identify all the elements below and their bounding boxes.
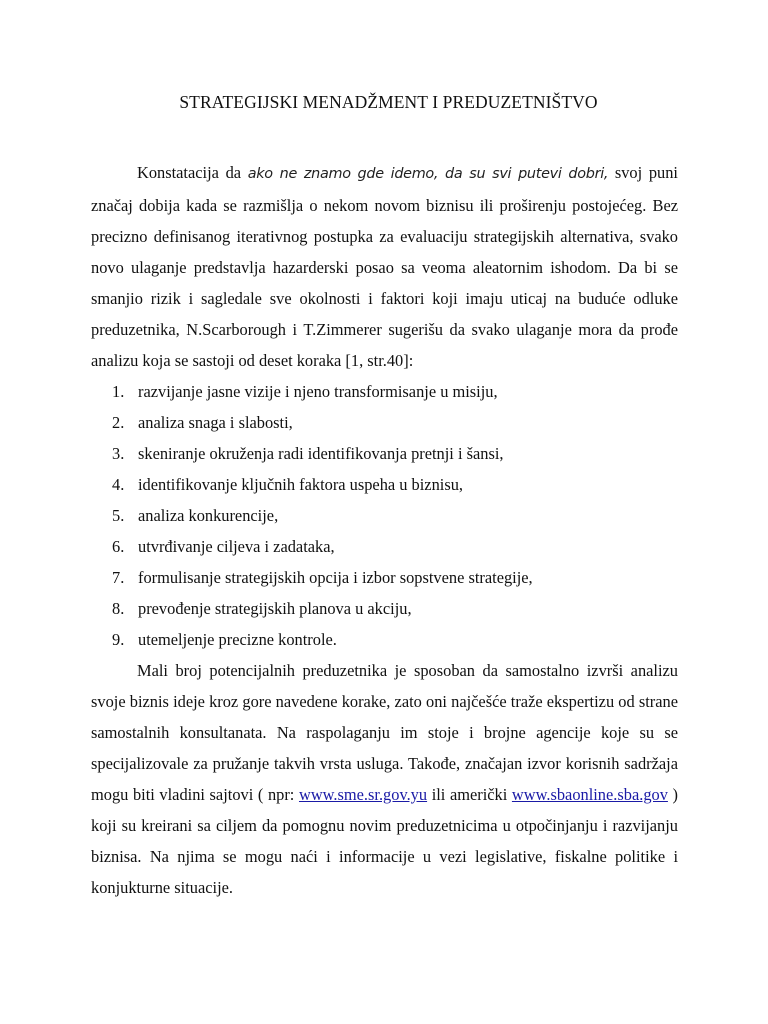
list-item-text: skeniranje okruženja radi identifikovanja pretnji i šansi, bbox=[138, 444, 504, 463]
sbaonline-link[interactable]: www.sbaonline.sba.gov bbox=[511, 785, 668, 804]
list-item-number: 5. bbox=[112, 506, 125, 525]
list-item-text: formulisanje strategijskih opcija i izbor sopstvene strategije, bbox=[138, 568, 533, 587]
list-item-number: 7. bbox=[112, 568, 125, 587]
list-item bbox=[112, 500, 678, 531]
intro-paragraph bbox=[91, 157, 678, 376]
intro-quote: ako ne znamo gde idemo, da su svi putevi dobri, bbox=[247, 166, 609, 182]
list-item-text: utvrđivanje ciljeva i zadataka, bbox=[138, 537, 335, 556]
document-title: STRATEGIJSKI MENADŽMENT I PREDUZETNIŠTVO bbox=[179, 92, 598, 112]
list-item-text: prevođenje strategijskih planova u akciju, bbox=[138, 599, 412, 618]
list-item-text: razvijanje jasne vizije i njeno transformisanje u misiju, bbox=[138, 382, 498, 401]
steps-list bbox=[91, 376, 678, 655]
list-item-number: 6. bbox=[112, 537, 125, 556]
list-item-text: analiza snaga i slabosti, bbox=[138, 413, 293, 432]
closing-text-part2: ili američki bbox=[427, 785, 512, 804]
list-item bbox=[112, 407, 678, 438]
list-item-number: 2. bbox=[112, 413, 125, 432]
intro-rest: svoj puni značaj dobija kada se razmišlja o nekom novom biznisu ili proširenju postojećeg. Bez precizno definisanog iterativnog postupka za evaluaciju strategijskih alternativa, svako novo ulaganje predstavlja hazarderski posao sa veoma aleatornim ishodom. Da bi se smanjio rizik i sagledale sve okolnosti i faktori koji imaju uticaj na buduće odluke preduzetnika, N.Scarborough i T.Zimmerer sugerišu da svako ulaganje mora da prođe analizu koja se sastoji od deset koraka [1, str.40]: bbox=[91, 163, 678, 370]
list-item-number: 8. bbox=[112, 599, 125, 618]
list-item-number: 3. bbox=[112, 444, 125, 463]
list-item-text: analiza konkurencije, bbox=[138, 506, 279, 525]
closing-paragraph bbox=[91, 655, 678, 903]
intro-lead: Konstatacija da bbox=[137, 163, 248, 182]
list-item bbox=[112, 469, 678, 500]
sme-gov-link[interactable]: www.sme.sr.gov.yu bbox=[298, 785, 428, 804]
list-item-number: 4. bbox=[112, 475, 125, 494]
list-item bbox=[112, 438, 678, 469]
list-item-text: identifikovanje ključnih faktora uspeha u biznisu, bbox=[138, 475, 463, 494]
closing-text-part3: ) koji su kreirani sa ciljem da pomognu novim preduzetnicima u otpočinjanju i razvijanju biznisa. Na njima se mogu naći i informacije u vezi legislative, fiskalne politike i konjukturne situacije. bbox=[91, 785, 678, 897]
list-item bbox=[112, 376, 678, 407]
list-item bbox=[112, 531, 678, 562]
list-item-text: utemeljenje precizne kontrole. bbox=[138, 630, 337, 649]
list-item bbox=[112, 593, 678, 624]
closing-text-part1: Mali broj potencijalnih preduzetnika je sposoban da samostalno izvrši analizu svoje biznis ideje kroz gore navedene korake, zato oni najčešće traže ekspertizu od strane samostalnih konsultanata. Na raspolaganju im stoje i brojne agencije koje su se specijalizovale za pružanje takvih vrsta usluga. Takođe, značajan izvor korisnih sadržaja mogu biti vladini sajtovi ( npr: bbox=[91, 661, 678, 804]
list-item-number: 9. bbox=[112, 630, 125, 649]
list-item-number: 1. bbox=[112, 382, 125, 401]
list-item bbox=[112, 624, 678, 655]
list-item bbox=[112, 562, 678, 593]
